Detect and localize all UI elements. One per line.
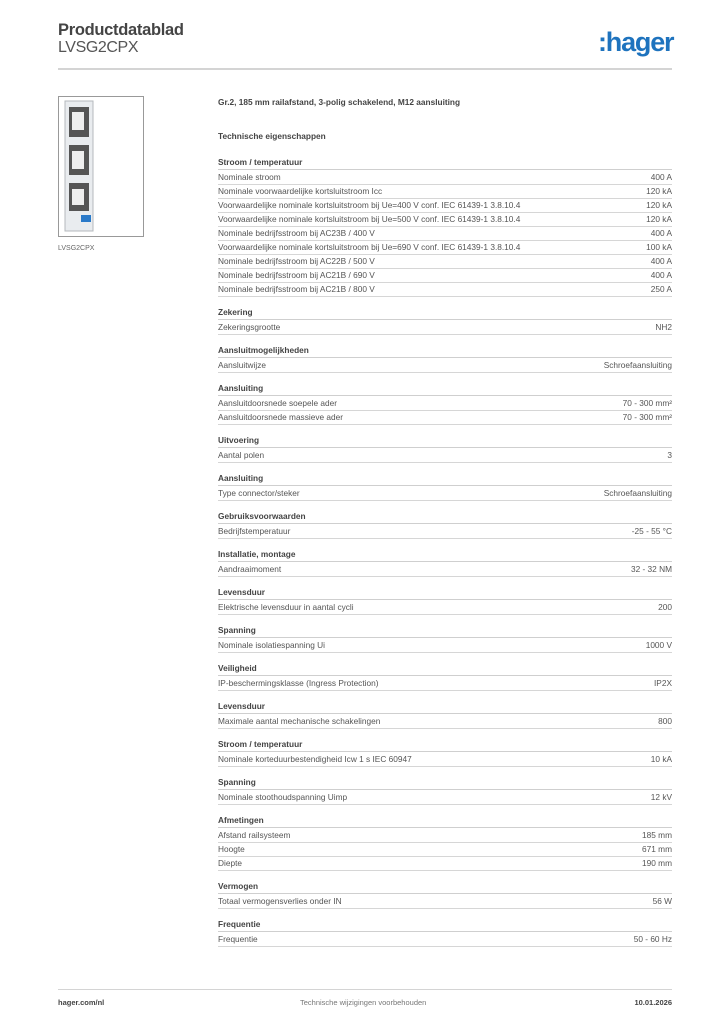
spec-section [218, 586, 672, 615]
spec-sections [218, 156, 672, 947]
section-title: Vermogen [218, 880, 672, 894]
spec-value: 400 A [650, 227, 672, 238]
spec-value: 12 kV [650, 791, 672, 802]
spec-value: 190 mm [642, 857, 672, 868]
spec-row [218, 487, 672, 501]
spec-row [218, 199, 672, 213]
spec-row [218, 411, 672, 425]
spec-value: -25 - 55 °C [631, 525, 672, 536]
section-title: Levensduur [218, 586, 672, 600]
spec-label: Aantal polen [218, 449, 265, 460]
section-title: Levensduur [218, 700, 672, 714]
section-title: Uitvoering [218, 434, 672, 448]
spec-value: Schroefaansluiting [603, 359, 672, 370]
page-title: Productdatablad [58, 21, 184, 39]
spec-label: Aansluitwijze [218, 359, 266, 370]
spec-section [218, 880, 672, 909]
spec-row [218, 525, 672, 539]
spec-label: Type connector/steker [218, 487, 300, 498]
spec-label: Afstand railsysteem [218, 829, 291, 840]
spec-label: Aansluitdoorsnede soepele ader [218, 397, 338, 408]
spec-value: 200 [658, 601, 672, 612]
spec-label: Nominale bedrijfsstroom bij AC21B / 690 V [218, 269, 375, 280]
spec-label: Nominale bedrijfsstroom bij AC23B / 400 V [218, 227, 375, 238]
spec-section [218, 382, 672, 425]
section-title: Spanning [218, 624, 672, 638]
spec-label: Nominale bedrijfsstroom bij AC22B / 500 V [218, 255, 375, 266]
section-title: Zekering [218, 306, 672, 320]
spec-value: 1000 V [645, 639, 672, 650]
section-title: Afmetingen [218, 814, 672, 828]
spec-section [218, 472, 672, 501]
spec-section [218, 156, 672, 297]
spec-label: Diepte [218, 857, 242, 868]
spec-value: 185 mm [642, 829, 672, 840]
section-title: Stroom / temperatuur [218, 738, 672, 752]
spec-label: Nominale stroom [218, 171, 281, 182]
spec-row [218, 843, 672, 857]
spec-row [218, 753, 672, 767]
spec-row [218, 213, 672, 227]
spec-section [218, 548, 672, 577]
spec-row [218, 639, 672, 653]
spec-label: Elektrische levensduur in aantal cycli [218, 601, 354, 612]
spec-row [218, 359, 672, 373]
spec-value: 120 kA [646, 185, 672, 196]
spec-label: Frequentie [218, 933, 258, 944]
spec-label: Zekeringsgrootte [218, 321, 281, 332]
spec-row [218, 933, 672, 947]
section-title: Installatie, montage [218, 548, 672, 562]
header-divider [58, 68, 672, 70]
spec-label: Aandraaimoment [218, 563, 282, 574]
spec-value: 671 mm [642, 843, 672, 854]
product-image-graphic [59, 97, 143, 236]
spec-label: Nominale korteduurbestendigheid Icw 1 s IEC 60947 [218, 753, 412, 764]
spec-section [218, 306, 672, 335]
spec-value: 10 kA [650, 753, 672, 764]
spec-row [218, 563, 672, 577]
spec-value: 800 [658, 715, 672, 726]
spec-value: 32 - 32 NM [630, 563, 672, 574]
section-title: Aansluiting [218, 382, 672, 396]
spec-label: Bedrijfstemperatuur [218, 525, 291, 536]
spec-value: 400 A [650, 171, 672, 182]
footer-website[interactable]: hager.com/nl [58, 998, 105, 1007]
spec-label: Nominale stoothoudspanning Uimp [218, 791, 348, 802]
spec-value: 250 A [650, 283, 672, 294]
section-title: Veiligheid [218, 662, 672, 676]
spec-row [218, 241, 672, 255]
spec-value: 120 kA [646, 199, 672, 210]
spec-section [218, 814, 672, 871]
spec-value: 400 A [650, 269, 672, 280]
spec-section [218, 662, 672, 691]
spec-value: 56 W [652, 895, 672, 906]
spec-row [218, 269, 672, 283]
spec-row [218, 829, 672, 843]
spec-label: IP-beschermingsklasse (Ingress Protection) [218, 677, 379, 688]
product-image [58, 96, 144, 237]
spec-value: 100 kA [646, 241, 672, 252]
spec-value: 70 - 300 mm² [622, 397, 672, 408]
spec-row [218, 321, 672, 335]
spec-row [218, 601, 672, 615]
spec-section [218, 700, 672, 729]
section-title: Aansluitmogelijkheden [218, 344, 672, 358]
spec-label: Hoogte [218, 843, 245, 854]
section-title: Spanning [218, 776, 672, 790]
spec-section [218, 344, 672, 373]
footer-date: 10.01.2026 [634, 998, 672, 1007]
spec-value: Schroefaansluiting [603, 487, 672, 498]
spec-column [218, 96, 672, 947]
spec-label: Nominale isolatiespanning Ui [218, 639, 325, 650]
spec-section [218, 624, 672, 653]
product-code: LVSG2CPX [58, 39, 139, 56]
spec-row [218, 255, 672, 269]
spec-row [218, 677, 672, 691]
spec-label: Maximale aantal mechanische schakelingen [218, 715, 381, 726]
image-caption: LVSG2CPX [58, 245, 95, 252]
section-title: Aansluiting [218, 472, 672, 486]
spec-section [218, 510, 672, 539]
spec-row [218, 227, 672, 241]
product-description: Gr.2, 185 mm railafstand, 3-polig schakelend, M12 aansluiting [218, 97, 461, 107]
spec-row [218, 715, 672, 729]
spec-row [218, 857, 672, 871]
spec-section [218, 434, 672, 463]
section-title: Gebruiksvoorwaarden [218, 510, 672, 524]
spec-label: Voorwaardelijke nominale kortsluitstroom bij Ue=400 V conf. IEC 61439-1 3.8.10.4 [218, 199, 521, 210]
spec-row [218, 283, 672, 297]
footer-disclaimer: Technische wijzigingen voorbehouden [300, 998, 427, 1007]
spec-value: IP2X [654, 677, 672, 688]
spec-row [218, 397, 672, 411]
spec-label: Aansluitdoorsnede massieve ader [218, 411, 343, 422]
spec-value: 3 [667, 449, 672, 460]
section-title: Stroom / temperatuur [218, 156, 672, 170]
spec-row [218, 449, 672, 463]
spec-label: Nominale voorwaardelijke kortsluitstroom Icc [218, 185, 383, 196]
spec-row [218, 895, 672, 909]
spec-value: 70 - 300 mm² [622, 411, 672, 422]
spec-value: 120 kA [646, 213, 672, 224]
spec-value: 400 A [650, 255, 672, 266]
spec-label: Voorwaardelijke nominale kortsluitstroom bij Ue=500 V conf. IEC 61439-1 3.8.10.4 [218, 213, 521, 224]
section-title: Frequentie [218, 918, 672, 932]
spec-section [218, 918, 672, 947]
spec-label: Totaal vermogensverlies onder IN [218, 895, 342, 906]
hager-logo: :hager [598, 27, 674, 57]
specs-heading: Technische eigenschappen [218, 131, 326, 141]
spec-label: Nominale bedrijfsstroom bij AC21B / 800 V [218, 283, 375, 294]
footer-divider [58, 989, 672, 990]
spec-section [218, 776, 672, 805]
spec-row [218, 185, 672, 199]
spec-value: NH2 [655, 321, 672, 332]
spec-label: Voorwaardelijke nominale kortsluitstroom bij Ue=690 V conf. IEC 61439-1 3.8.10.4 [218, 241, 521, 252]
spec-value: 50 - 60 Hz [633, 933, 672, 944]
spec-row [218, 171, 672, 185]
spec-section [218, 738, 672, 767]
spec-row [218, 791, 672, 805]
